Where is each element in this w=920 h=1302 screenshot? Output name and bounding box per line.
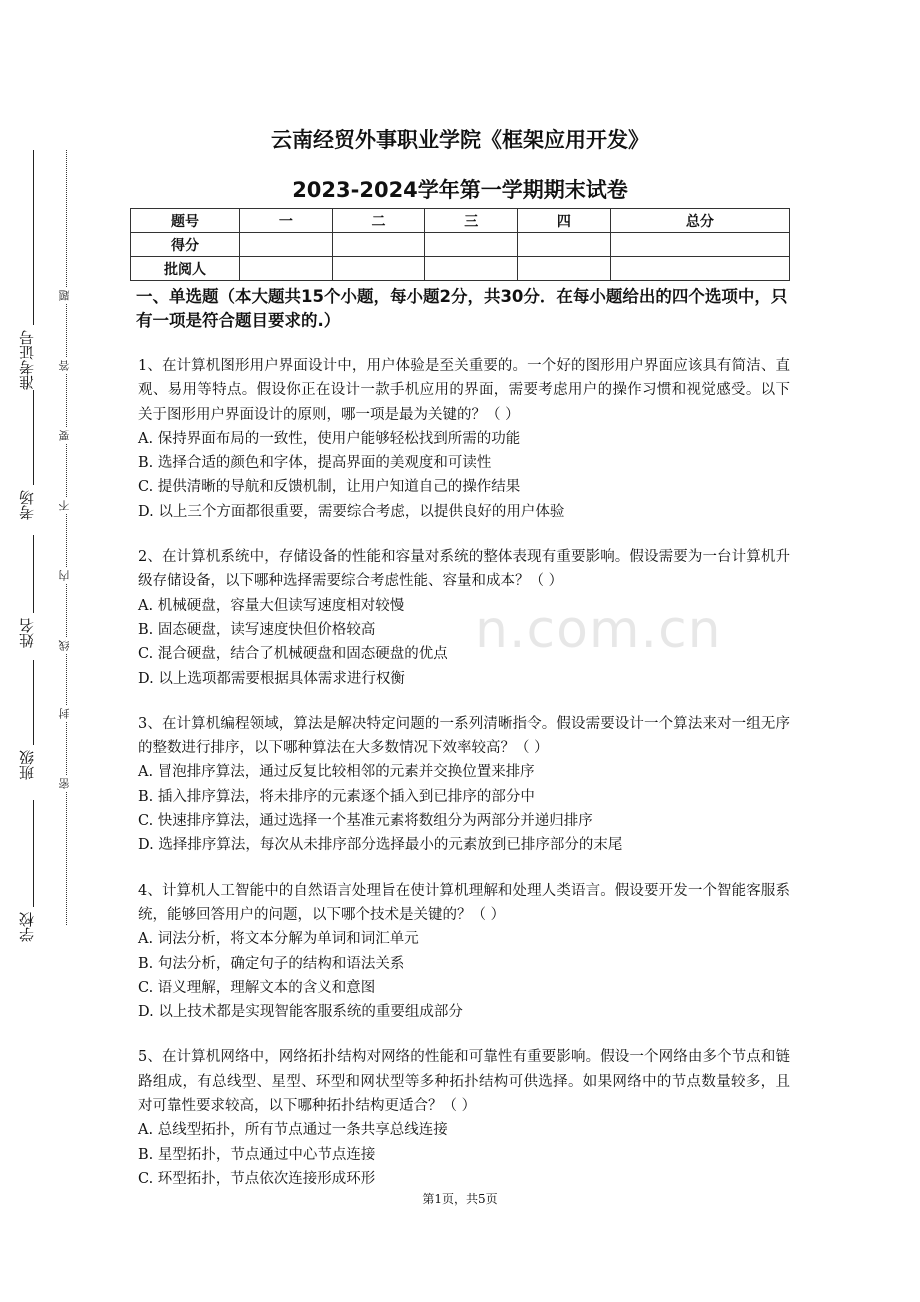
grader-cell[interactable] bbox=[332, 257, 425, 281]
school-label: 学校 bbox=[18, 912, 36, 942]
exam-title: 云南经贸外事职业学院《框架应用开发》 bbox=[271, 128, 649, 152]
score-table-header-row bbox=[131, 209, 790, 233]
seal-dotted-line bbox=[66, 150, 67, 925]
seal-char: 题 bbox=[58, 290, 71, 301]
option: B. 固态硬盘，读写速度快但价格较高 bbox=[138, 621, 376, 638]
score-col-header: 总分 bbox=[610, 209, 789, 233]
option: B. 星型拓扑，节点通过中心节点连接 bbox=[138, 1146, 376, 1163]
seal-char: 不 bbox=[58, 500, 71, 511]
name-label: 姓名 bbox=[18, 618, 36, 648]
question-stem: 3、在计算机编程领域，算法是解决特定问题的一系列清晰指令。假设需要设计一个算法来对一组无序的整数进行排序，以下哪种算法在大多数情况下效率较高？（ ） bbox=[138, 715, 790, 757]
option: B. 选择合适的颜色和字体，提高界面的美观度和可读性 bbox=[138, 455, 492, 472]
score-cell[interactable] bbox=[610, 233, 789, 257]
question-item bbox=[138, 354, 790, 524]
school-line bbox=[33, 800, 34, 907]
option: A. 冒泡排序算法，通过反复比较相邻的元素并交换位置来排序 bbox=[138, 764, 535, 781]
option: A. 机械硬盘，容量大但读写速度相对较慢 bbox=[138, 597, 405, 614]
option: C. 语义理解，理解文本的含义和意图 bbox=[138, 979, 376, 996]
seal-char: 内 bbox=[58, 570, 71, 581]
question-stem: 2、在计算机系统中，存储设备的性能和容量对系统的整体表现有重要影响。假设需要为一台计算机升级存储设备，以下哪种选择需要综合考虑性能、容量和成本？（ ） bbox=[138, 549, 790, 590]
seal-char: 线 bbox=[58, 640, 71, 651]
exam-number-label: 准考证号 bbox=[18, 330, 36, 390]
grader-cell[interactable] bbox=[610, 257, 789, 281]
score-cell[interactable] bbox=[518, 233, 611, 257]
seal-char: 要 bbox=[58, 430, 71, 441]
option: A. 总线型拓扑，所有节点通过一条共享总线连接 bbox=[138, 1122, 448, 1139]
option: B. 插入排序算法，将未排序的元素逐个插入到已排序的部分中 bbox=[138, 788, 535, 805]
name-line bbox=[33, 535, 34, 613]
exam-room-line bbox=[33, 390, 34, 485]
section-single-choice bbox=[138, 285, 790, 1191]
class-label: 班级 bbox=[18, 750, 36, 780]
exam-subtitle: 2023-2024学年第一学期期末试卷 bbox=[292, 178, 628, 202]
score-row bbox=[131, 233, 790, 257]
score-cell[interactable] bbox=[425, 233, 518, 257]
exam-number-line bbox=[33, 150, 34, 325]
score-col-header: 一 bbox=[240, 209, 333, 233]
page-footer: 第1页，共5页 bbox=[422, 1192, 498, 1206]
question-item bbox=[138, 545, 790, 691]
option: D. 以上选项都需要根据具体需求进行权衡 bbox=[138, 670, 405, 687]
option: A. 词法分析，将文本分解为单词和词汇单元 bbox=[138, 931, 419, 948]
grader-row bbox=[131, 257, 790, 281]
score-col-header: 三 bbox=[425, 209, 518, 233]
option: C. 环型拓扑，节点依次连接形成环形 bbox=[138, 1170, 376, 1187]
question-item bbox=[138, 1045, 790, 1191]
question-item bbox=[138, 712, 790, 858]
seal-char: 封 bbox=[58, 708, 71, 719]
option: D. 以上技术都是实现智能客服系统的重要组成部分 bbox=[138, 1004, 463, 1021]
grader-cell[interactable] bbox=[240, 257, 333, 281]
score-col-header: 二 bbox=[332, 209, 425, 233]
question-stem: 4、计算机人工智能中的自然语言处理旨在使计算机理解和处理人类语言。假设要开发一个智能客服系统，能够回答用户的问题，以下哪个技术是关键的？（ ） bbox=[138, 882, 790, 923]
option: C. 提供清晰的导航和反馈机制，让用户知道自己的操作结果 bbox=[138, 479, 521, 496]
grader-cell[interactable] bbox=[518, 257, 611, 281]
seal-char: 密 bbox=[58, 778, 71, 789]
grader-row-label: 批阅人 bbox=[131, 257, 240, 281]
grader-cell[interactable] bbox=[425, 257, 518, 281]
score-cell[interactable] bbox=[240, 233, 333, 257]
seal-char: 答 bbox=[58, 360, 71, 371]
option: C. 快速排序算法，通过选择一个基准元素将数组分为两部分并递归排序 bbox=[138, 813, 593, 830]
question-item bbox=[138, 879, 790, 1025]
score-table bbox=[130, 208, 790, 281]
watermark: n.com.cn bbox=[475, 600, 722, 660]
option: C. 混合硬盘，结合了机械硬盘和固态硬盘的优点 bbox=[138, 646, 448, 663]
score-col-header: 题号 bbox=[131, 209, 240, 233]
option: D. 选择排序算法，每次从未排序部分选择最小的元素放到已排序部分的末尾 bbox=[138, 837, 623, 854]
score-cell[interactable] bbox=[332, 233, 425, 257]
class-line bbox=[33, 660, 34, 745]
section-title: 一、单选题（本大题共15个小题，每小题2分，共30分．在每小题给出的四个选项中，只有一项是符合题目要求的.） bbox=[136, 287, 788, 330]
option: A. 保持界面布局的一致性，使用户能够轻松找到所需的功能 bbox=[138, 430, 521, 447]
question-stem: 1、在计算机图形用户界面设计中，用户体验是至关重要的。一个好的图形用户界面应该具有简洁、直观、易用等特点。假设你正在设计一款手机应用的界面，需要考虑用户的操作习惯和视觉感受。以下关于图形用户界面设计的原则，哪一项是最为关键的？（ ） bbox=[138, 358, 790, 423]
option: D. 以上三个方面都很重要，需要综合考虑，以提供良好的用户体验 bbox=[138, 503, 565, 520]
question-stem: 5、在计算机网络中，网络拓扑结构对网络的性能和可靠性有重要影响。假设一个网络由多个节点和链路组成，有总线型、星型、环型和网状型等多种拓扑结构可供选择。如果网络中的节点数量较多，且对可靠性要求较高，以下哪种拓扑结构更适合？（ ） bbox=[138, 1049, 790, 1115]
score-row-label: 得分 bbox=[131, 233, 240, 257]
exam-room-label: 考场 bbox=[18, 490, 36, 520]
option: B. 句法分析，确定句子的结构和语法关系 bbox=[138, 955, 405, 972]
score-col-header: 四 bbox=[518, 209, 611, 233]
